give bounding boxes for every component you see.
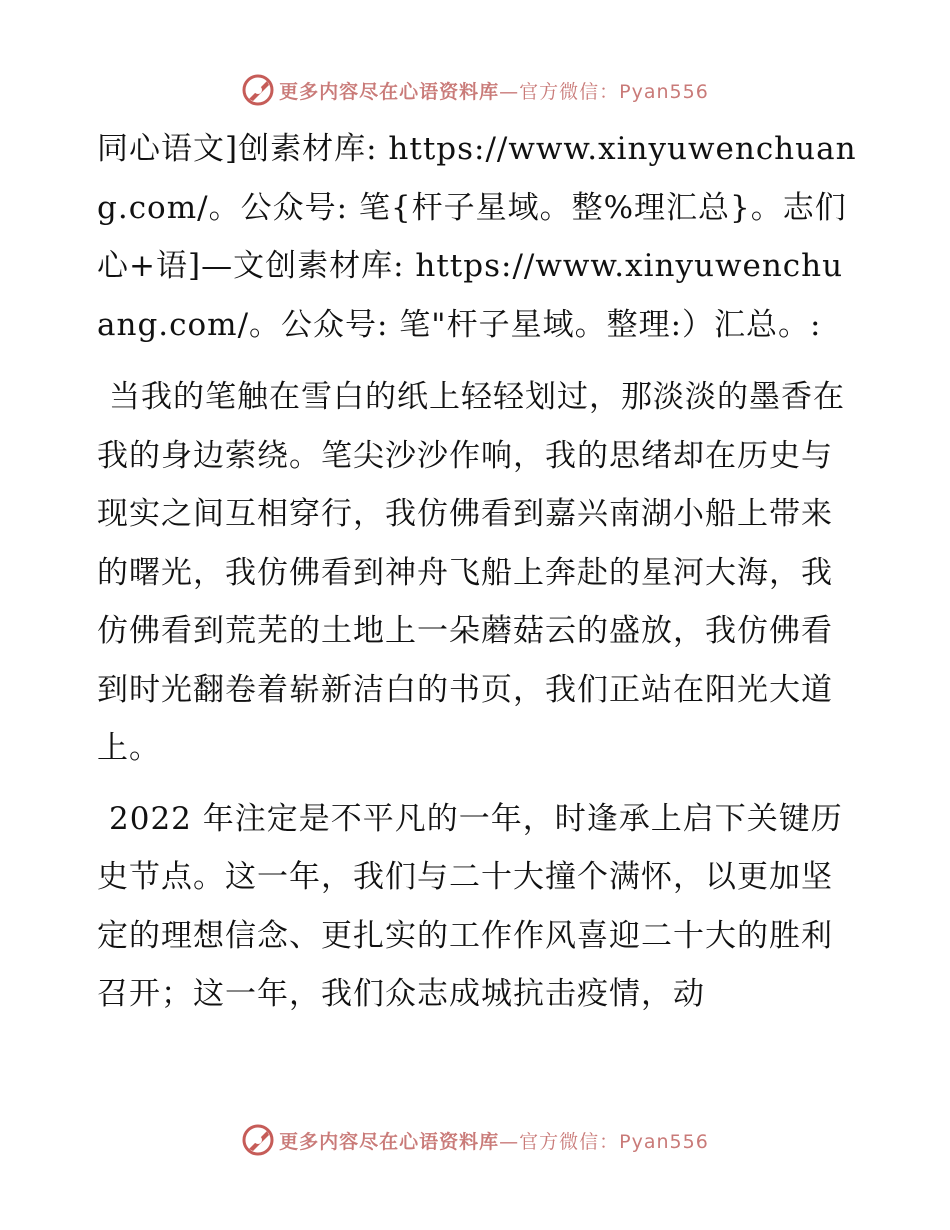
paragraph-source-note: 同心语文]创素材库: https://www.xinyuwenchuang.com/。公众号: 笔{杆子星域。整%理汇总}。志们心+语]—文创素材库: https://www.xinyuwenchuang.com/。公众号: 笔"杆子星域。整理:）汇总。: [97, 131, 857, 343]
footer-banner-text: 更多内容尽在心语资料库—官方微信：Pyan556 [279, 1130, 709, 1153]
pen-logo-icon [241, 1123, 275, 1157]
header-banner [0, 70, 950, 110]
document-body [97, 120, 857, 1036]
footer-banner [0, 1120, 950, 1160]
paragraph-intro: 当我的笔触在雪白的纸上轻轻划过，那淡淡的墨香在我的身边萦绕。笔尖沙沙作响，我的思绪却在历史与现实之间互相穿行，我仿佛看到嘉兴南湖小船上带来的曙光，我仿佛看到神舟飞船上奔赴的星河大海，我仿佛看到荒芜的土地上一朵蘑菇云的盛放，我仿佛看到时光翻卷着崭新洁白的书页，我们正站在阳光大道上。 [97, 379, 845, 766]
header-banner-text: 更多内容尽在心语资料库—官方微信：Pyan556 [279, 80, 709, 103]
pen-logo-icon [241, 73, 275, 107]
paragraph-2022: 2022 年注定是不平凡的一年，时逢承上启下关键历史节点。这一年，我们与二十大撞个满怀，以更加坚定的理想信念、更扎实的工作作风喜迎二十大的胜利召开；这一年，我们众志成城抗击疫情，动 [97, 800, 843, 1012]
